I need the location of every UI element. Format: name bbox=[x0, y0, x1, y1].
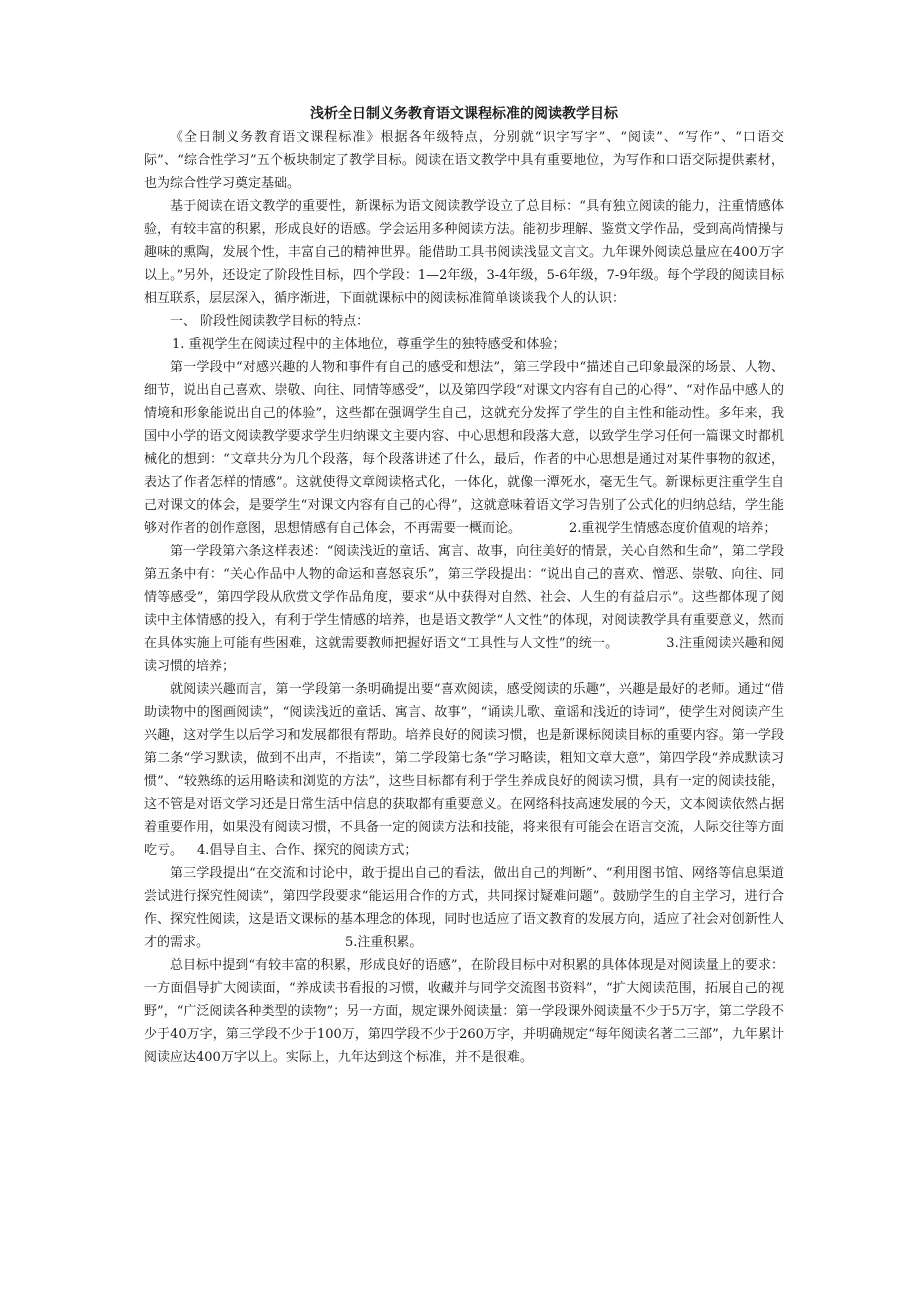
paragraph-emotion-text: 第一学段第六条这样表述：“阅读浅近的童话、寓言、故事，向往美好的情景，关心自然和生命”，第二学段第五条中有：“关心作品中人物的命运和喜怒哀乐”，第三学段提出：“说出自己的喜欢、憎恶、崇敬、向往、同情等感受”，第四学段从欣赏文学作品角度，要求“从中获得对自然、社会、人生的有益启示”。这些都体现了阅读中主体情感的投入，有利于学生情感的培养，也是语文教学“人文性”的体现，对阅读教学具有重要意义，然而在具体实施上可能有些困难，这就需要教师把握好语文“工具性与人文性”的统一。 bbox=[144, 544, 784, 651]
paragraph-inquiry-text: 第三学段提出“在交流和讨论中，敢于提出自己的看法，做出自己的判断”、“利用图书馆、网络等信息渠道尝试进行探究性阅读”，第四学段要求“能运用合作的方式，共同探讨疑难问题”。鼓励学生的自主学习，进行合作、探究性阅读，这是语文课标的基本理念的体现，同时也适应了语文教育的发展方向，适应了社会对创新性人才的需求。 bbox=[144, 866, 784, 950]
document-title: 浅析全日制义务教育语文课程标准的阅读教学目标 bbox=[310, 106, 618, 122]
paragraph-interest-habit-text: 就阅读兴趣而言，第一学段第一条明确提出要“喜欢阅读，感受阅读的乐趣”，兴趣是最好的老师。通过“借助读物中的图画阅读”，“阅读浅近的童话、寓言、故事”，“诵读儿歌、童谣和浅近的诗词”，使学生对阅读产生兴趣，这对学生以后学习和发展都很有帮助。培养良好的阅读习惯，也是新课标阅读目标的重要内容。第一学段第二条“学习默读，做到不出声，不指读”，第二学段第七条“学习略读，粗知文章大意”，第四学段“养成默读习惯”、“较熟练的运用略读和浏览的方法”，这些目标都有利于学生养成良好的阅读习惯，具有一定的阅读技能，这不管是对语文学习还是日常生活中信息的获取都有重要意义。在网络科技高速发展的今天，文本阅读依然占据着重要作用，如果没有阅读习惯，不具备一定的阅读方法和技能，将来很有可能会在语言交流，人际交往等方面吃亏。 bbox=[144, 682, 784, 858]
section-heading-1 bbox=[144, 310, 784, 333]
paragraph-overall-goal: 基于阅读在语文教学的重要性，新课标为语文阅读教学设立了总目标：“具有独立阅读的能力，注重情感体验，有较丰富的积累，形成良好的语感。学会运用多种阅读方法。能初步理解、鉴赏文学作品，受到高尚情操与趣味的熏陶，发展个性，丰富自己的精神世界。能借助工具书阅读浅显文言文。九年课外阅读总量应在400万字以上。”另外，还设定了阶段性目标，四个学段：1—2年级，3-4年级，5-6年级，7-9年级。每个学段的阅读目标相互联系，层层深入，循序渐进，下面就课标中的阅读标准简单谈谈我个人的认识： bbox=[144, 199, 784, 306]
paragraph-emotion bbox=[144, 540, 784, 678]
subheading-1 bbox=[144, 333, 784, 356]
paragraph-subject-position bbox=[144, 356, 784, 540]
paragraph-interest-habit bbox=[144, 678, 784, 862]
subheading-1-text: 1. 重视学生在阅读过程中的主体地位，尊重学生的独特感受和体验； bbox=[172, 337, 566, 352]
subheading-4: 4.倡导自主、合作、探究的阅读方式； bbox=[197, 843, 418, 858]
document-page bbox=[144, 103, 784, 1069]
paragraph-inquiry bbox=[144, 862, 784, 954]
subheading-5: 5.注重积累。 bbox=[345, 935, 423, 950]
subheading-3: 3.注重阅读兴趣和阅读习惯的培养； bbox=[144, 636, 784, 674]
subheading-2: 2.重视学生情感态度价值观的培养； bbox=[569, 521, 777, 536]
paragraph-intro: 《全日制义务教育语文课程标准》根据各年级特点，分别就“识字写字”、“阅读”、“写作”、“口语交际”、“综合性学习”五个板块制定了教学目标。阅读在语文教学中具有重要地位，为写作和口语交际提供素材，也为综合性学习奠定基础。 bbox=[144, 130, 784, 191]
paragraph-accumulation: 总目标中提到“有较丰富的积累，形成良好的语感”，在阶段目标中对积累的具体体现是对阅读量上的要求：一方面倡导扩大阅读面，“养成读书看报的习惯，收藏并与同学交流图书资料”，“扩大阅读范围，拓展自己的视野”，“广泛阅读各种类型的读物”；另一方面，规定课外阅读量：第一学段课外阅读量不少于5万字，第二学段不少于40万字，第三学段不少于100万，第四学段不少于260万字，并明确规定“每年阅读名著二三部”，九年累计阅读应达400万字以上。实际上，九年达到这个标准，并不是很难。 bbox=[144, 958, 784, 1065]
paragraph-subject-position-text: 第一学段中“对感兴趣的人物和事件有自己的感受和想法”，第三学段中“描述自己印象最深的场景、人物、细节，说出自己喜欢、崇敬、向往、同情等感受”，以及第四学段“对课文内容有自己的心得”、“对作品中感人的情境和形象能说出自己的体验”，这些都在强调学生自己，这就充分发挥了学生的自主性和能动性。多年来，我国中小学的语文阅读教学要求学生归纳课文主要内容、中心思想和段落大意，以致学生学习任何一篇课文时都机械化的想到：“文章共分为几个段落，每个段落讲述了什么，最后，作者的中心思想是通过对某件事物的叙述，表达了作者怎样的情感”。这就使得文章阅读格式化，一体化，就像一潭死水，毫无生气。新课标更注重学生自己对课文的体会，是要学生“对课文内容有自己的心得”，这就意味着语文学习告别了公式化的归纳总结，学生能够对作者的创作意图，思想情感有自己体会，不再需要一概而论。 bbox=[144, 360, 784, 536]
section-heading-1-text: 一、 阶段性阅读教学目标的特点： bbox=[170, 314, 370, 329]
